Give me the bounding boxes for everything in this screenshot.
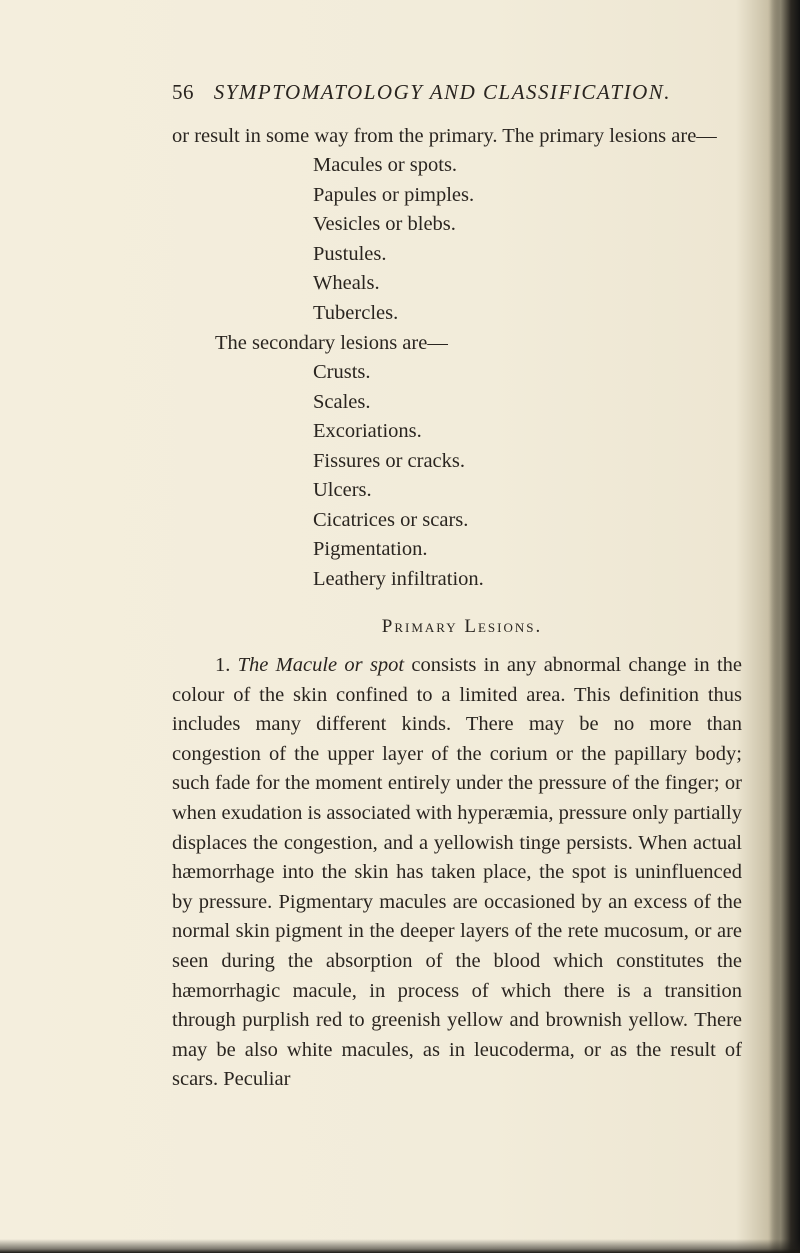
section-heading: Primary Lesions. (381, 616, 543, 637)
list-item: Pigmentation. (313, 538, 428, 560)
running-title: SYMPTOMATOLOGY AND CLASSIFICATION. (213, 80, 672, 104)
list-item: Pustules. (313, 242, 387, 265)
list-item: Fissures or cracks. (313, 449, 466, 472)
paragraph-number: 1. (215, 654, 231, 676)
list-item: Excoriations. (313, 420, 422, 442)
list-item: Wheals. (313, 272, 380, 294)
secondary-lesions-list (172, 358, 742, 594)
page-binding-edge (770, 0, 800, 1253)
page-number: 56 (172, 80, 194, 104)
macule-paragraph (172, 651, 742, 1095)
running-head (172, 80, 732, 105)
list-item: Macules or spots. (313, 154, 458, 176)
list-item: Ulcers. (313, 479, 372, 501)
list-item: Vesicles or blebs. (313, 213, 456, 235)
paragraph-text: consists in any abnormal change in the colour of the skin confined to a limited area. This definition thus includes many different kinds. There may be no more than congestion of the upper layer of the corium or the papillary body; such fade for the moment entirely under the pressure of the finger; or when exudation is associated with hyperæmia, pressure only partially displaces the congestion, and a yellowish tinge persists. When actual hæmorrhage into the skin has taken place, the spot is uninfluenced by pressure. Pigmentary macules are occasioned by an excess of the normal skin pigment in the deeper layers of the rete mucosum, or are seen during the absorption of the blood which constitutes the hæmorrhagic macule, in process of which there is a transition through purplish red to greenish yellow and brownish yellow. There may be also white macules, as in leucoderma, or as the result of scars. Peculiar (172, 654, 743, 1091)
list-item: Papules or pimples. (313, 183, 475, 206)
list-item: Leathery infiltration. (313, 567, 484, 590)
intro-paragraph: or result in some way from the primary. The primary lesions are— (172, 125, 717, 147)
secondary-lesions-intro: The secondary lesions are— (215, 332, 448, 354)
list-item: Cicatrices or scars. (313, 508, 469, 531)
list-item: Scales. (313, 390, 371, 413)
page-bottom-shadow (0, 1239, 800, 1253)
list-item: Tubercles. (313, 301, 399, 324)
page-content (172, 122, 742, 1095)
paragraph-term: The Macule or spot (237, 654, 405, 676)
list-item: Crusts. (313, 361, 371, 383)
primary-lesions-list (172, 151, 742, 328)
